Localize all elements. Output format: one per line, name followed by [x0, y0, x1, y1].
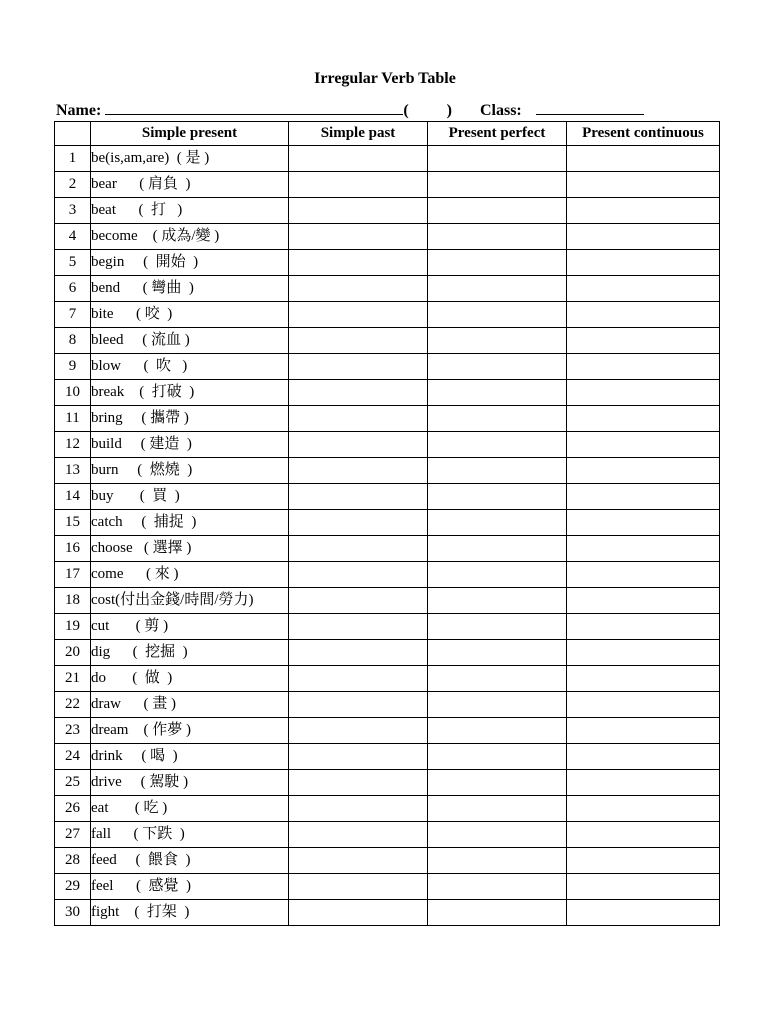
- simple-present-cell: choose ( 選擇 ): [91, 536, 289, 562]
- present-continuous-cell[interactable]: [567, 146, 720, 172]
- name-blank[interactable]: [105, 100, 403, 115]
- verb-table: [54, 121, 720, 926]
- present-perfect-cell[interactable]: [428, 692, 567, 718]
- row-number: 1: [55, 146, 91, 172]
- simple-past-cell[interactable]: [289, 666, 428, 692]
- simple-past-cell[interactable]: [289, 172, 428, 198]
- simple-past-cell[interactable]: [289, 692, 428, 718]
- simple-present-cell: bleed ( 流血 ): [91, 328, 289, 354]
- table-row: [55, 198, 720, 224]
- simple-present-cell: feel ( 感覺 ): [91, 874, 289, 900]
- table-row: [55, 172, 720, 198]
- table-row: [55, 796, 720, 822]
- row-number: 11: [55, 406, 91, 432]
- present-continuous-cell[interactable]: [567, 796, 720, 822]
- column-header-simple-present: Simple present: [91, 122, 289, 146]
- table-row: [55, 380, 720, 406]
- row-number: 26: [55, 796, 91, 822]
- simple-present-cell: drink ( 喝 ): [91, 744, 289, 770]
- present-continuous-cell[interactable]: [567, 380, 720, 406]
- present-perfect-cell[interactable]: [428, 900, 567, 926]
- simple-past-cell[interactable]: [289, 328, 428, 354]
- present-continuous-cell[interactable]: [567, 276, 720, 302]
- table-row: [55, 822, 720, 848]
- row-number: 6: [55, 276, 91, 302]
- present-perfect-cell[interactable]: [428, 328, 567, 354]
- row-number: 14: [55, 484, 91, 510]
- simple-past-cell[interactable]: [289, 224, 428, 250]
- row-number: 30: [55, 900, 91, 926]
- simple-past-cell[interactable]: [289, 640, 428, 666]
- row-number: 27: [55, 822, 91, 848]
- present-perfect-cell[interactable]: [428, 510, 567, 536]
- present-perfect-cell[interactable]: [428, 146, 567, 172]
- simple-present-cell: become ( 成為/變 ): [91, 224, 289, 250]
- simple-present-cell: buy ( 買 ): [91, 484, 289, 510]
- class-label: Class:: [479, 102, 522, 119]
- simple-past-cell[interactable]: [289, 614, 428, 640]
- simple-past-cell[interactable]: [289, 484, 428, 510]
- row-number: 25: [55, 770, 91, 796]
- simple-past-cell[interactable]: [289, 276, 428, 302]
- column-header-number: [55, 122, 91, 146]
- row-number: 3: [55, 198, 91, 224]
- table-row: [55, 406, 720, 432]
- simple-past-cell[interactable]: [289, 536, 428, 562]
- simple-past-cell[interactable]: [289, 510, 428, 536]
- simple-past-cell[interactable]: [289, 146, 428, 172]
- simple-present-cell: catch ( 捕捉 ): [91, 510, 289, 536]
- simple-present-cell: do ( 做 ): [91, 666, 289, 692]
- row-number: 2: [55, 172, 91, 198]
- simple-present-cell: come ( 來 ): [91, 562, 289, 588]
- present-perfect-cell[interactable]: [428, 562, 567, 588]
- table-row: [55, 666, 720, 692]
- present-continuous-cell[interactable]: [567, 406, 720, 432]
- present-continuous-cell[interactable]: [567, 588, 720, 614]
- present-continuous-cell[interactable]: [567, 484, 720, 510]
- present-perfect-cell[interactable]: [428, 822, 567, 848]
- simple-past-cell[interactable]: [289, 588, 428, 614]
- present-continuous-cell[interactable]: [567, 302, 720, 328]
- simple-present-cell: bend ( 彎曲 ): [91, 276, 289, 302]
- table-row: [55, 562, 720, 588]
- present-continuous-cell[interactable]: [567, 770, 720, 796]
- simple-present-cell: dream ( 作夢 ): [91, 718, 289, 744]
- simple-present-cell: eat ( 吃 ): [91, 796, 289, 822]
- simple-past-cell[interactable]: [289, 354, 428, 380]
- present-perfect-cell[interactable]: [428, 380, 567, 406]
- row-number: 19: [55, 614, 91, 640]
- table-row: [55, 484, 720, 510]
- simple-present-cell: burn ( 燃燒 ): [91, 458, 289, 484]
- simple-present-cell: bring ( 攜帶 ): [91, 406, 289, 432]
- table-row: [55, 432, 720, 458]
- present-perfect-cell[interactable]: [428, 198, 567, 224]
- simple-present-cell: begin ( 開始 ): [91, 250, 289, 276]
- present-continuous-cell[interactable]: [567, 432, 720, 458]
- table-row: [55, 510, 720, 536]
- present-perfect-cell[interactable]: [428, 770, 567, 796]
- row-number: 20: [55, 640, 91, 666]
- table-row: [55, 302, 720, 328]
- simple-present-cell: beat ( 打 ): [91, 198, 289, 224]
- simple-present-cell: feed ( 餵食 ): [91, 848, 289, 874]
- present-perfect-cell[interactable]: [428, 666, 567, 692]
- present-continuous-cell[interactable]: [567, 874, 720, 900]
- row-number: 16: [55, 536, 91, 562]
- simple-past-cell[interactable]: [289, 562, 428, 588]
- present-continuous-cell[interactable]: [567, 536, 720, 562]
- present-continuous-cell[interactable]: [567, 250, 720, 276]
- row-number: 4: [55, 224, 91, 250]
- column-header-present-continuous: Present continuous: [567, 122, 720, 146]
- table-row: [55, 640, 720, 666]
- present-perfect-cell[interactable]: [428, 354, 567, 380]
- present-perfect-cell[interactable]: [428, 640, 567, 666]
- seat-close-paren: ): [446, 102, 452, 119]
- present-perfect-cell[interactable]: [428, 536, 567, 562]
- present-continuous-cell[interactable]: [567, 354, 720, 380]
- table-row: [55, 328, 720, 354]
- simple-present-cell: bite ( 咬 ): [91, 302, 289, 328]
- simple-past-cell[interactable]: [289, 900, 428, 926]
- present-perfect-cell[interactable]: [428, 848, 567, 874]
- present-continuous-cell[interactable]: [567, 172, 720, 198]
- present-perfect-cell[interactable]: [428, 250, 567, 276]
- row-number: 5: [55, 250, 91, 276]
- table-row: [55, 588, 720, 614]
- table-row: [55, 744, 720, 770]
- row-number: 18: [55, 588, 91, 614]
- simple-past-cell[interactable]: [289, 770, 428, 796]
- present-perfect-cell[interactable]: [428, 172, 567, 198]
- row-number: 28: [55, 848, 91, 874]
- simple-past-cell[interactable]: [289, 406, 428, 432]
- present-continuous-cell[interactable]: [567, 900, 720, 926]
- present-perfect-cell[interactable]: [428, 874, 567, 900]
- simple-past-cell[interactable]: [289, 302, 428, 328]
- table-row: [55, 770, 720, 796]
- present-perfect-cell[interactable]: [428, 614, 567, 640]
- present-perfect-cell[interactable]: [428, 458, 567, 484]
- table-row: [55, 146, 720, 172]
- present-continuous-cell[interactable]: [567, 328, 720, 354]
- simple-present-cell: draw ( 畫 ): [91, 692, 289, 718]
- simple-present-cell: drive ( 駕駛 ): [91, 770, 289, 796]
- simple-present-cell: cut ( 剪 ): [91, 614, 289, 640]
- row-number: 7: [55, 302, 91, 328]
- table-row: [55, 614, 720, 640]
- row-number: 21: [55, 666, 91, 692]
- present-perfect-cell[interactable]: [428, 302, 567, 328]
- row-number: 29: [55, 874, 91, 900]
- row-number: 22: [55, 692, 91, 718]
- simple-past-cell[interactable]: [289, 796, 428, 822]
- table-row: [55, 354, 720, 380]
- present-perfect-cell[interactable]: [428, 276, 567, 302]
- present-continuous-cell[interactable]: [567, 614, 720, 640]
- column-header-present-perfect: Present perfect: [428, 122, 567, 146]
- simple-past-cell[interactable]: [289, 822, 428, 848]
- present-continuous-cell[interactable]: [567, 744, 720, 770]
- row-number: 17: [55, 562, 91, 588]
- present-continuous-cell[interactable]: [567, 198, 720, 224]
- present-perfect-cell[interactable]: [428, 484, 567, 510]
- name-label: Name:: [56, 102, 102, 119]
- present-continuous-cell[interactable]: [567, 640, 720, 666]
- document-title: Irregular Verb Table: [314, 70, 456, 87]
- present-continuous-cell[interactable]: [567, 458, 720, 484]
- simple-past-cell[interactable]: [289, 458, 428, 484]
- simple-present-cell: cost(付出金錢/時間/勞力): [91, 588, 289, 614]
- table-row: [55, 458, 720, 484]
- table-row: [55, 900, 720, 926]
- verb-table-body: [55, 146, 720, 926]
- simple-present-cell: bear ( 肩負 ): [91, 172, 289, 198]
- present-perfect-cell[interactable]: [428, 432, 567, 458]
- present-perfect-cell[interactable]: [428, 718, 567, 744]
- simple-present-cell: fight ( 打架 ): [91, 900, 289, 926]
- present-continuous-cell[interactable]: [567, 718, 720, 744]
- simple-past-cell[interactable]: [289, 744, 428, 770]
- table-row: [55, 692, 720, 718]
- present-perfect-cell[interactable]: [428, 406, 567, 432]
- present-continuous-cell[interactable]: [567, 666, 720, 692]
- row-number: 8: [55, 328, 91, 354]
- table-row: [55, 224, 720, 250]
- simple-present-cell: break ( 打破 ): [91, 380, 289, 406]
- simple-past-cell[interactable]: [289, 718, 428, 744]
- table-row: [55, 874, 720, 900]
- row-number: 9: [55, 354, 91, 380]
- present-continuous-cell[interactable]: [567, 822, 720, 848]
- present-continuous-cell[interactable]: [567, 692, 720, 718]
- table-row: [55, 276, 720, 302]
- table-row: [55, 848, 720, 874]
- simple-past-cell[interactable]: [289, 250, 428, 276]
- seat-open-paren: (: [403, 102, 409, 119]
- simple-present-cell: blow ( 吹 ): [91, 354, 289, 380]
- present-continuous-cell[interactable]: [567, 848, 720, 874]
- present-perfect-cell[interactable]: [428, 744, 567, 770]
- present-continuous-cell[interactable]: [567, 224, 720, 250]
- row-number: 15: [55, 510, 91, 536]
- simple-present-cell: be(is,am,are) ( 是 ): [91, 146, 289, 172]
- table-row: [55, 536, 720, 562]
- student-info-line: [56, 100, 736, 120]
- table-row: [55, 718, 720, 744]
- row-number: 10: [55, 380, 91, 406]
- present-continuous-cell[interactable]: [567, 562, 720, 588]
- present-continuous-cell[interactable]: [567, 510, 720, 536]
- table-row: [55, 250, 720, 276]
- row-number: 12: [55, 432, 91, 458]
- simple-present-cell: build ( 建造 ): [91, 432, 289, 458]
- simple-past-cell[interactable]: [289, 848, 428, 874]
- present-perfect-cell[interactable]: [428, 796, 567, 822]
- row-number: 24: [55, 744, 91, 770]
- row-number: 23: [55, 718, 91, 744]
- row-number: 13: [55, 458, 91, 484]
- class-blank[interactable]: [536, 100, 644, 115]
- table-header-row: [55, 122, 720, 146]
- present-perfect-cell[interactable]: [428, 588, 567, 614]
- simple-present-cell: dig ( 挖掘 ): [91, 640, 289, 666]
- simple-past-cell[interactable]: [289, 874, 428, 900]
- column-header-simple-past: Simple past: [289, 122, 428, 146]
- simple-past-cell[interactable]: [289, 380, 428, 406]
- simple-past-cell[interactable]: [289, 432, 428, 458]
- present-perfect-cell[interactable]: [428, 224, 567, 250]
- simple-present-cell: fall ( 下跌 ): [91, 822, 289, 848]
- simple-past-cell[interactable]: [289, 198, 428, 224]
